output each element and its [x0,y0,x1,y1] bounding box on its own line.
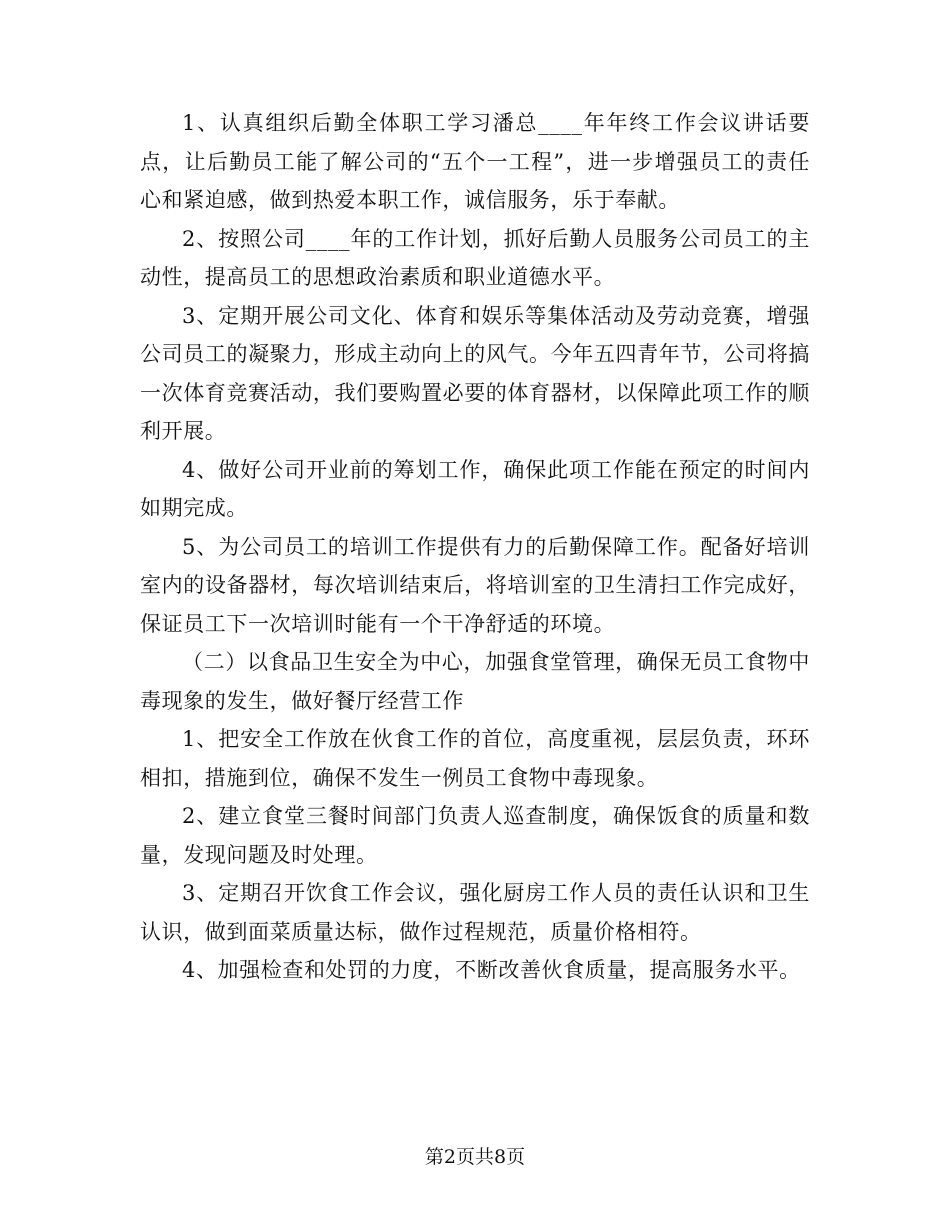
page-number: 第2页共8页 [424,1146,526,1168]
paragraph-item-4: 4、做好公司开业前的筹划工作，确保此项工作能在预定的时间内如期完成。 [140,457,810,520]
paragraph-canteen-1: 1、把安全工作放在伙食工作的首位，高度重视，层层负责，环环相扣，措施到位，确保不发生一例员工食物中毒现象。 [140,727,810,790]
paragraph-canteen-4: 4、加强检查和处罚的力度，不断改善伙食质量，提高服务水平。 [182,958,801,982]
paragraph-canteen-2: 2、建立食堂三餐时间部门负责人巡查制度，确保饭食的质量和数量，发现问题及时处理。 [140,804,810,867]
document-body [140,104,810,990]
paragraph-canteen-3: 3、定期召开饮食工作会议，强化厨房工作人员的责任认识和卫生认识，做到面菜质量达标，做作过程规范，质量价格相符。 [140,881,810,944]
paragraph-item-5: 5、为公司员工的培训工作提供有力的后勤保障工作。配备好培训室内的设备器材，每次培训结束后，将培训室的卫生清扫工作完成好，保证员工下一次培训时能有一个干净舒适的环境。 [140,534,810,636]
paragraph-item-1: 1、认真组织后勤全体职工学习潘总____年年终工作会议讲话要点，让后勤员工能了解公司的“五个一工程”，进一步增强员工的责任心和紧迫感，做到热爱本职工作，诚信服务，乐于奉献。 [140,111,810,212]
paragraph-item-2: 2、按照公司____年的工作计划，抓好后勤人员服务公司员工的主动性，提高员工的思想政治素质和职业道德水平。 [140,226,810,289]
section-heading: （二）以食品卫生安全为中心，加强食堂管理，确保无员工食物中毒现象的发生，做好餐厅经营工作 [140,650,810,713]
paragraph-item-3: 3、定期开展公司文化、体育和娱乐等集体活动及劳动竞赛，增强公司员工的凝聚力，形成主动向上的风气。今年五四青年节，公司将搞一次体育竞赛活动，我们要购置必要的体育器材，以保障此项工作的顺利开展。 [140,303,810,443]
